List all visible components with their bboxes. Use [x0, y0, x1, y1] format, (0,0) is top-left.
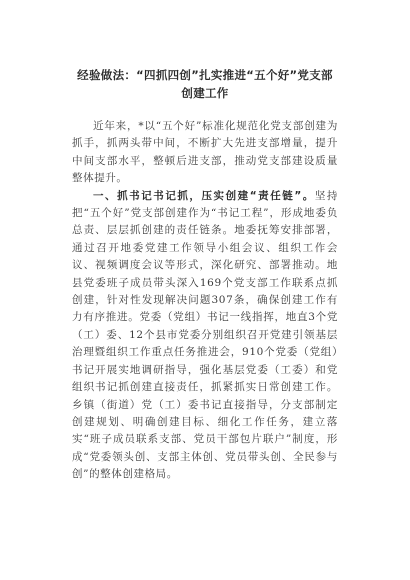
section-1-body: 坚持把“五个好”党支部创建作为“书记工程”，形成地委负总责、层层抓创建的责任链条。地委抚筹安排部署，通过召开地委党建工作领导小组会议、组织工作会议、视频调度会议等形式，深化研究、部署推动。地县党委班子成员带头深入169个党支部工作联系点抓创建，针对性发现解决问题307条，确保创建工作有力有序推进。党委（党组）书记一线指挥，地直3个党（工）委、12个县市党委分别组织召开党建引领基层治理暨组织工作重点任务推进会，910个党委（党组）书记开展实地调研指导，强化基层党委（工委）和党组织书记抓创建直接责任，抓紧抓实日常创建工作。乡镇（街道）党（工）委书记直接指导，分支部制定创建规划、明确创建目标、细化工作任务，建立落实“班子成员联系支部、党员干部包片联户”制度，形成“党委领头创、支部主体创、党员带头创、全民参与创”的整体创建格局。 [72, 189, 338, 481]
section-1-paragraph [72, 188, 338, 484]
intro-paragraph: 近年来，*以“五个好”标准化规范化党支部创建为抓手，抓两头带中间，不断扩大先进支部增量，提升中间支部水平，整顿后进支部，推动党支部建设质量整体提升。 [72, 120, 338, 185]
document-title: 经验做法：“四抓四创”扎实推进“五个好”党支部创建工作 [77, 68, 333, 100]
section-1-heading: 一、抓书记书记抓，压实创建“责任链”。 [93, 189, 315, 202]
